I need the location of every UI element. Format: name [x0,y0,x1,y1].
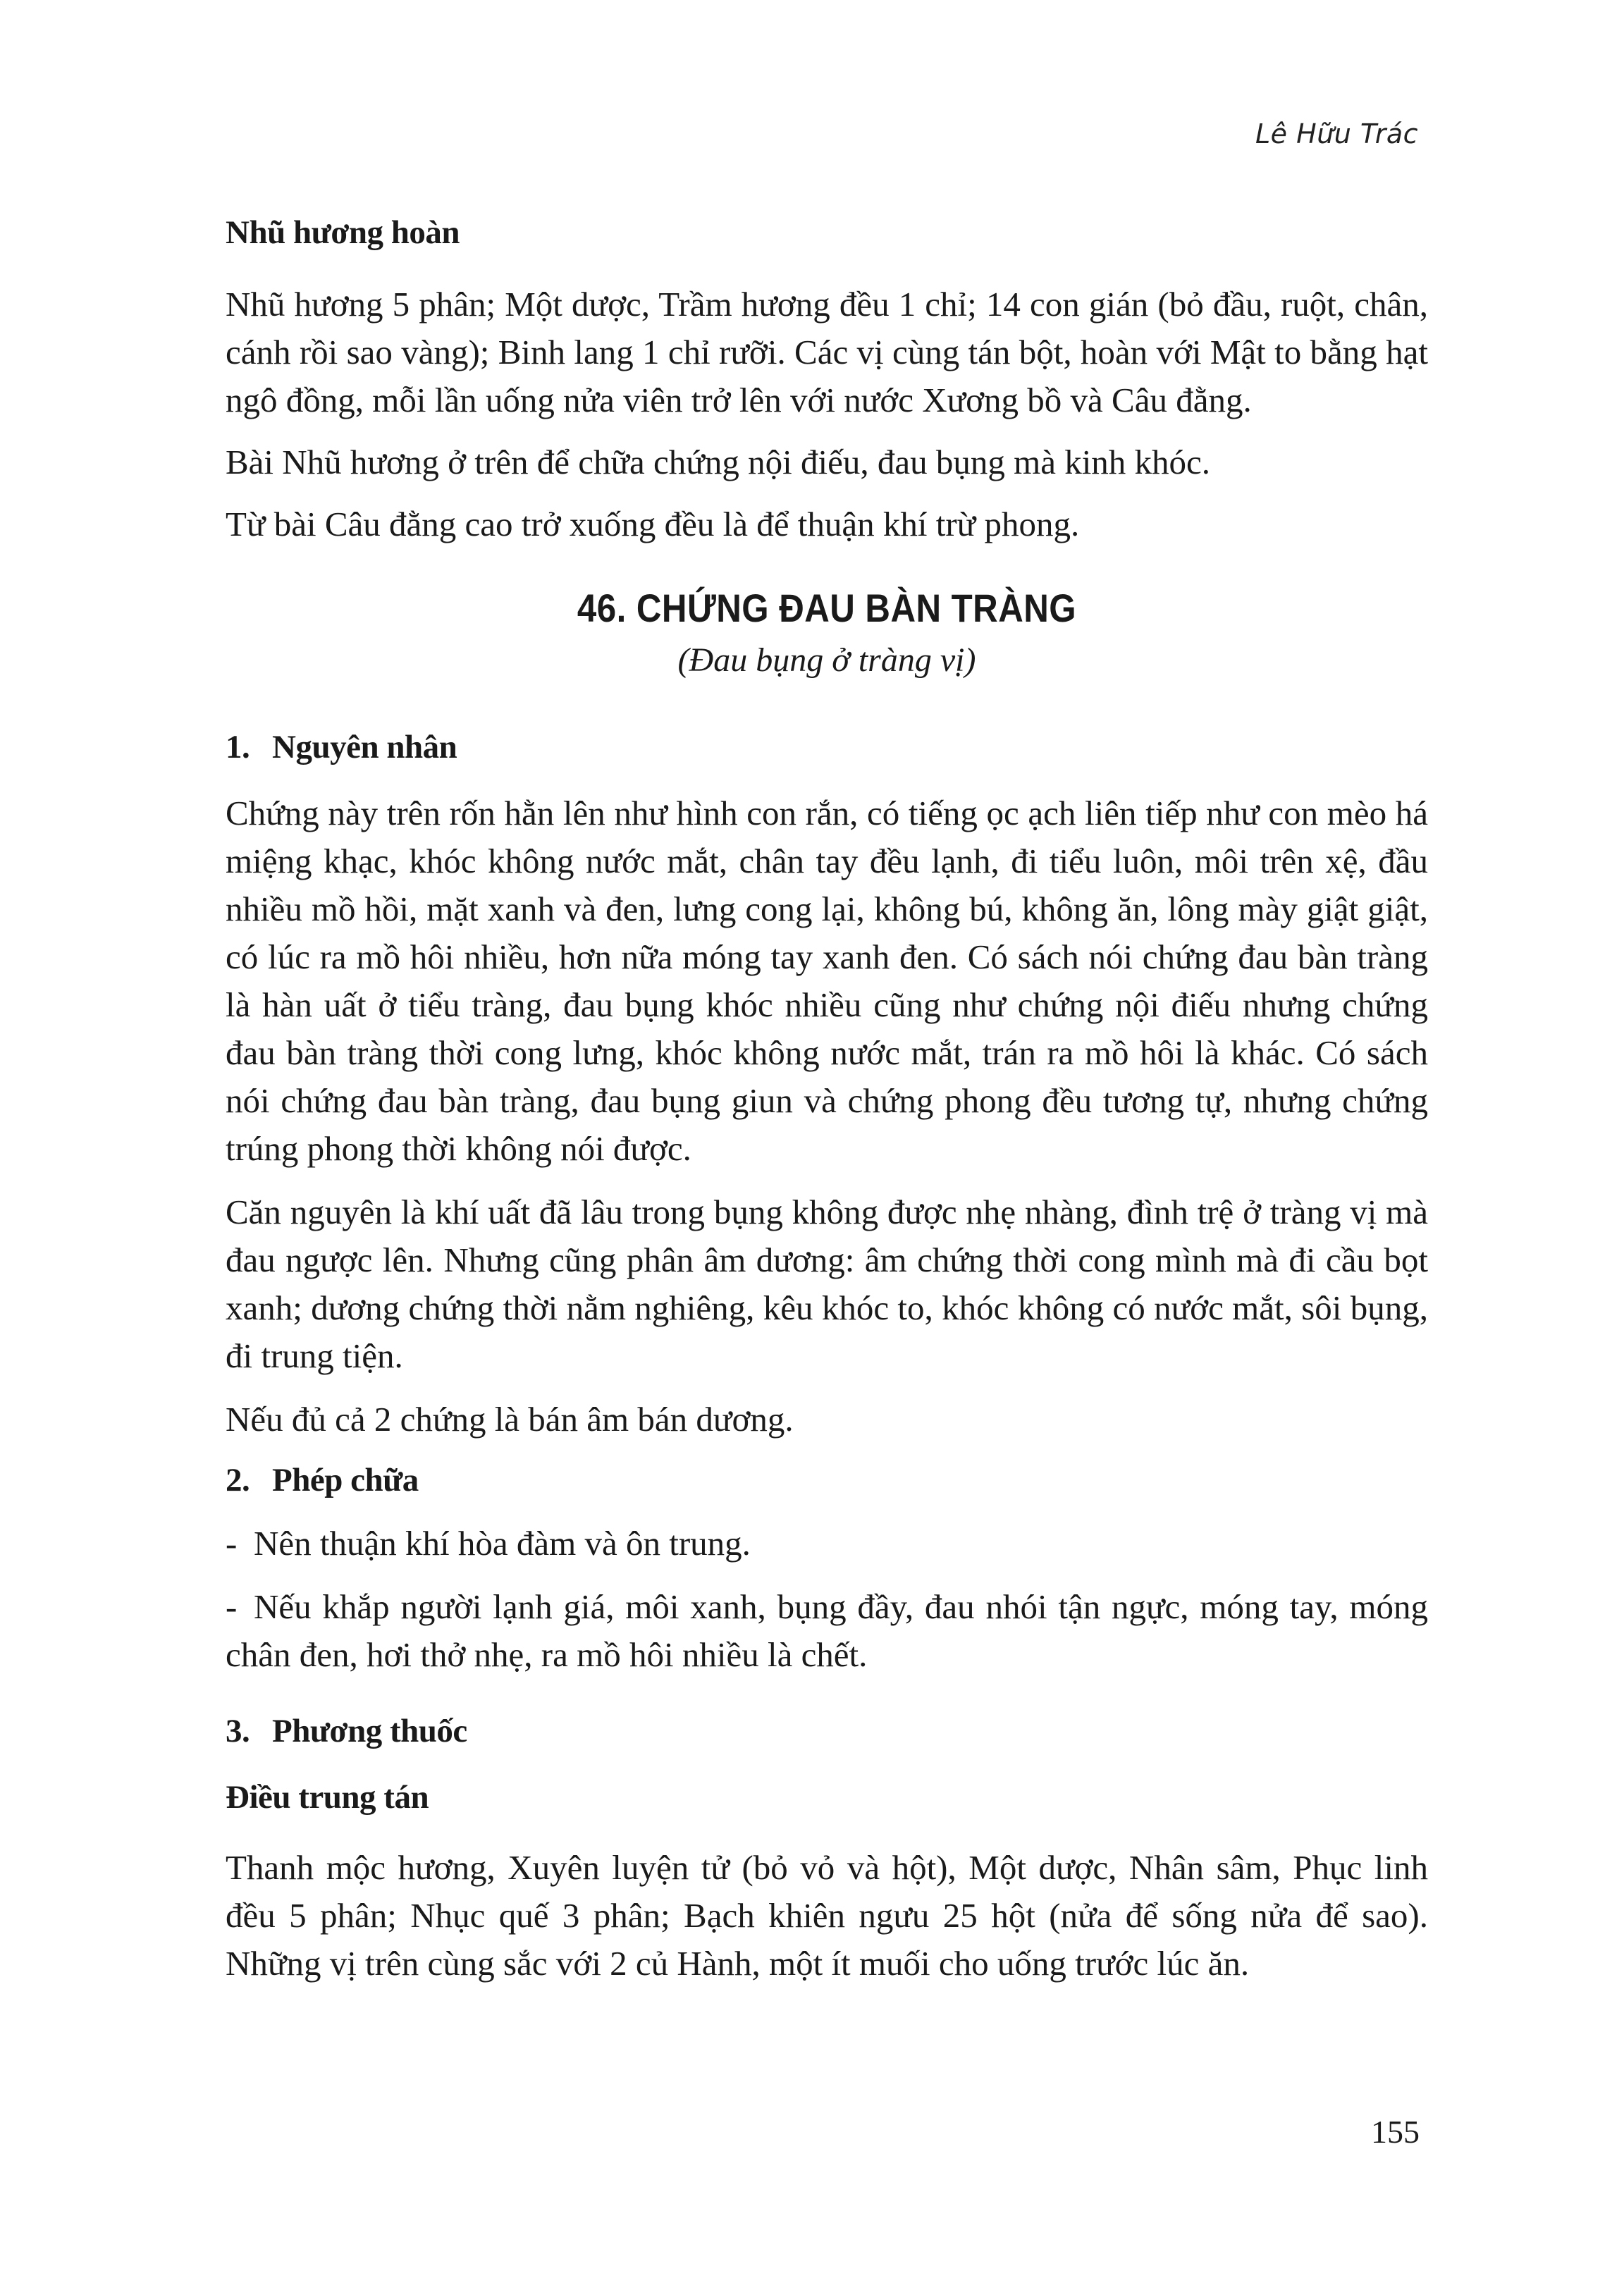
section-title: Nguyên nhân [272,729,457,765]
section-heading-phuong-thuoc [226,1710,1428,1752]
recipe-title-dieu-trung-tan: Điều trung tán [226,1779,429,1816]
chapter-subtitle: (Đau bụng ở tràng vị) [677,641,976,679]
bullet-item [226,1520,1428,1568]
section-number: 2. [226,1462,250,1498]
bullet-text: Nên thuận khí hòa đàm và ôn trung. [254,1524,751,1563]
page-number: 155 [1371,2114,1420,2150]
paragraph-dieu-trung-tan: Thanh mộc hương, Xuyên luyện tử (bỏ vỏ và hột), Một dược, Nhân sâm, Phục linh đều 5 phân; Nhục quế 3 phân; Bạch khiên ngưu 25 hột (nửa để sống nửa để sao). Những vị trên cùng sắc với 2 củ Hành, một ít muối cho uống trước lúc ăn. [226,1848,1428,1983]
running-header-author: Lê Hữu Trác [1255,118,1418,149]
section-number: 3. [226,1713,250,1749]
chapter-title: 46. CHỨNG ĐAU BÀN TRÀNG [577,586,1077,630]
section-heading-nguyen-nhan [226,726,1428,768]
paragraph-root-cause: Căn nguyên là khí uất đã lâu trong bụng không được nhẹ nhàng, đình trệ ở tràng vị mà đau ngược lên. Nhưng cũng phân âm dương: âm chứng thời cong mình mà đi cầu bọt xanh; dương chứng thời nằm nghiêng, kêu khóc to, khóc không có nước mắt, sôi bụng, đi trung tiện. [226,1193,1428,1375]
paragraph-nhu-huong-usage: Bài Nhũ hương ở trên để chữa chứng nội điếu, đau bụng mà kinh khóc. [226,443,1211,481]
page-content [226,211,1428,1988]
section-number: 1. [226,729,250,765]
bullet-dash: - [226,1587,238,1626]
paragraph-ban-am-ban-duong: Nếu đủ cả 2 chứng là bán âm bán dương. [226,1400,794,1439]
section-title: Phép chữa [272,1462,419,1498]
recipe-title-nhu-huong-hoan: Nhũ hương hoàn [226,214,460,251]
section-heading-phep-chua [226,1459,1428,1501]
paragraph-cau-dang-note: Từ bài Câu đằng cao trở xuống đều là để thuận khí trừ phong. [226,505,1080,543]
bullet-text: Nếu khắp người lạnh giá, môi xanh, bụng đầy, đau nhói tận ngực, móng tay, móng chân đen, hơi thở nhẹ, ra mồ hôi nhiều là chết. [226,1587,1428,1674]
paragraph-nhu-huong-ingredients: Nhũ hương 5 phân; Một dược, Trầm hương đều 1 chỉ; 14 con gián (bỏ đầu, ruột, chân, cánh rồi sao vàng); Binh lang 1 chỉ rưỡi. Các vị cùng tán bột, hoàn với Mật to bằng hạt ngô đồng, mỗi lần uống nửa viên trở lên với nước Xương bồ và Câu đằng. [226,285,1428,419]
bullet-item [226,1583,1428,1679]
paragraph-symptoms: Chứng này trên rốn hằn lên như hình con rắn, có tiếng ọc ạch liên tiếp như con mèo há miệng khạc, khóc không nước mắt, chân tay đều lạnh, đi tiểu luôn, môi trên xệ, đầu nhiều mồ hồi, mặt xanh và đen, lưng cong lại, không bú, không ăn, lông mày giật giật, có lúc ra mồ hôi nhiều, hơn nữa móng tay xanh đen. Có sách nói chứng đau bàn tràng là hàn uất ở tiểu tràng, đau bụng khóc nhiều cũng như chứng nội điếu nhưng chứng đau bàn tràng thời cong lưng, khóc không nước mắt, trán ra mồ hôi là khác. Có sách nói chứng đau bàn tràng, đau bụng giun và chứng phong đều tương tự, nhưng chứng trúng phong thời không nói được. [226,794,1428,1168]
bullet-dash: - [226,1524,238,1563]
section-title: Phương thuốc [272,1713,467,1749]
